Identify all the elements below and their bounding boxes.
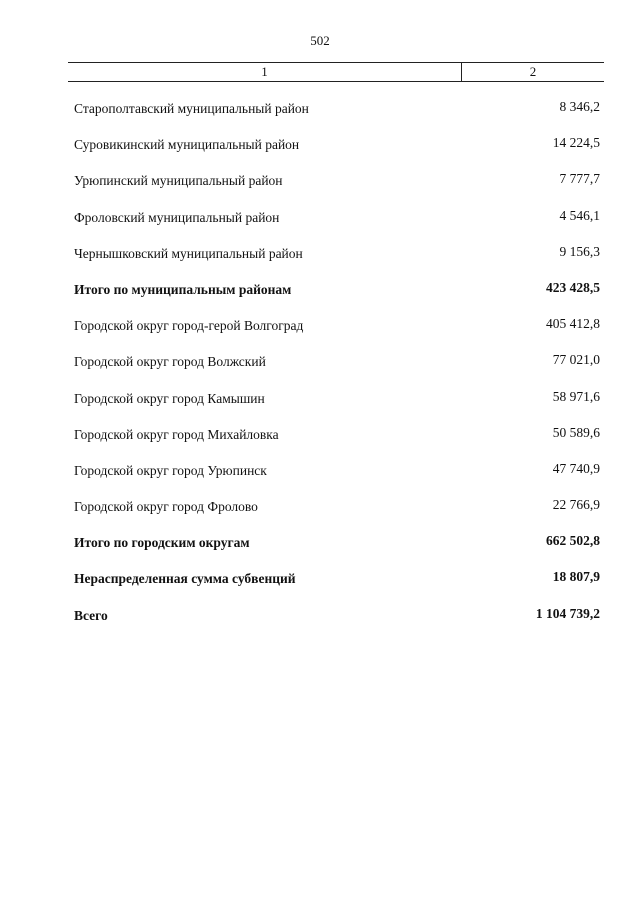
table-row xyxy=(0,345,640,381)
row-value: 77 021,0 xyxy=(552,352,600,368)
row-value: 58 971,6 xyxy=(552,388,600,404)
table-row xyxy=(0,237,640,273)
table-row xyxy=(0,309,640,345)
row-name: Городской округ город-герой Волгоград xyxy=(74,318,304,334)
row-value: 22 766,9 xyxy=(552,497,600,513)
row-name: Городской округ город Камышин xyxy=(74,390,265,406)
table-row xyxy=(0,128,640,164)
row-name: Городской округ город Волжский xyxy=(74,354,266,370)
row-value: 662 502,8 xyxy=(546,533,600,549)
table-row xyxy=(0,164,640,200)
row-name: Городской округ город Урюпинск xyxy=(74,462,267,478)
row-name: Нераспределенная сумма субвенций xyxy=(74,571,296,587)
table-row xyxy=(0,490,640,526)
row-value: 47 740,9 xyxy=(552,460,600,476)
row-value: 4 546,1 xyxy=(559,207,600,223)
row-value: 1 104 739,2 xyxy=(535,605,600,621)
table-body xyxy=(0,92,640,635)
row-name: Всего xyxy=(74,607,108,623)
table-row xyxy=(0,454,640,490)
row-value: 423 428,5 xyxy=(546,279,600,295)
subtotal-row-districts xyxy=(0,273,640,309)
row-value: 405 412,8 xyxy=(546,316,600,332)
row-name: Городской округ город Михайловка xyxy=(74,426,279,442)
row-value: 14 224,5 xyxy=(552,135,600,151)
subtotal-row-city-districts xyxy=(0,526,640,562)
table-row xyxy=(0,92,640,128)
row-name: Итого по муниципальным районам xyxy=(74,281,292,297)
row-name: Старополтавский муниципальный район xyxy=(74,101,309,116)
page-number: 502 xyxy=(310,33,330,48)
row-name: Фроловский муниципальный район xyxy=(74,209,280,225)
row-value: 7 777,7 xyxy=(559,171,600,187)
row-value: 18 807,9 xyxy=(552,569,600,585)
row-value: 8 346,2 xyxy=(559,99,600,114)
row-name: Суровикинский муниципальный район xyxy=(74,137,300,153)
row-name: Урюпинский муниципальный район xyxy=(74,173,283,189)
table-header xyxy=(68,62,604,82)
row-name: Городской округ город Фролово xyxy=(74,499,258,515)
row-name: Чернышковский муниципальный район xyxy=(74,245,303,261)
column-header-2: 2 xyxy=(529,64,537,79)
undistributed-row xyxy=(0,562,640,598)
column-header-1: 1 xyxy=(68,63,462,81)
table-row xyxy=(0,382,640,418)
table-row xyxy=(0,418,640,454)
row-value: 50 589,6 xyxy=(552,424,600,440)
row-name: Итого по городским округам xyxy=(74,535,250,551)
grand-total-row xyxy=(0,599,640,635)
row-value: 9 156,3 xyxy=(559,243,600,259)
table-row xyxy=(0,201,640,237)
